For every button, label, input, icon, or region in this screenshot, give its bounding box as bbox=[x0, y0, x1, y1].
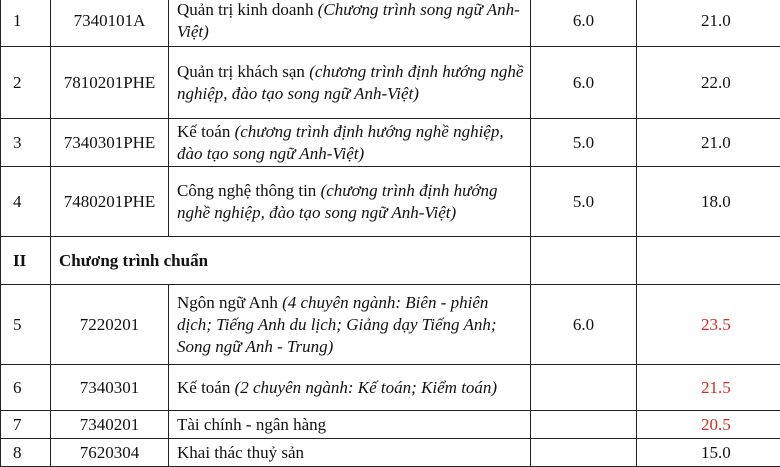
section-number: II bbox=[1, 237, 51, 285]
program-name-cell bbox=[169, 167, 531, 237]
table-row bbox=[1, 47, 780, 119]
row-number: 3 bbox=[1, 119, 51, 167]
table-row bbox=[1, 119, 780, 167]
row-number: 4 bbox=[1, 167, 51, 237]
program-name: Quản trị khách sạn bbox=[177, 62, 309, 81]
score-column-4: 6.0 bbox=[531, 0, 637, 47]
program-name-cell bbox=[169, 411, 531, 439]
table-row bbox=[1, 411, 780, 439]
table-row bbox=[1, 439, 780, 467]
benchmark-score: 20.5 bbox=[637, 411, 780, 439]
program-name: Ngôn ngữ Anh bbox=[177, 293, 282, 312]
row-number: 7 bbox=[1, 411, 51, 439]
program-code: 7340301PHE bbox=[51, 119, 169, 167]
score-column-4: 5.0 bbox=[531, 119, 637, 167]
program-name-cell bbox=[169, 0, 531, 47]
score-column-4: 6.0 bbox=[531, 285, 637, 365]
table-row bbox=[1, 0, 780, 47]
program-code: 7340101A bbox=[51, 0, 169, 47]
program-note: (chương trình định hướng nghề nghiệp, đào tạo song ngữ Anh-Việt) bbox=[177, 62, 523, 103]
program-code: 7810201PHE bbox=[51, 47, 169, 119]
section-row bbox=[1, 237, 780, 285]
program-code: 7340201 bbox=[51, 411, 169, 439]
table-body bbox=[1, 0, 780, 467]
row-number: 2 bbox=[1, 47, 51, 119]
program-code: 7480201PHE bbox=[51, 167, 169, 237]
table-row bbox=[1, 285, 780, 365]
program-name-cell bbox=[169, 439, 531, 467]
row-number: 5 bbox=[1, 285, 51, 365]
program-note: (chương trình định hướng nghề nghiệp, đào tạo song ngữ Anh-Việt) bbox=[177, 122, 504, 163]
program-name-cell bbox=[169, 365, 531, 411]
empty-cell bbox=[531, 237, 637, 285]
program-name: Công nghệ thông tin bbox=[177, 181, 321, 200]
program-name: Tài chính - ngân hàng bbox=[177, 415, 326, 434]
benchmark-score: 21.5 bbox=[637, 365, 780, 411]
program-note: (4 chuyên ngành: Biên - phiên dịch; Tiếng Anh du lịch; Giảng dạy Tiếng Anh; Song ngữ Anh - Trung) bbox=[177, 293, 497, 356]
benchmark-score: 21.0 bbox=[637, 0, 780, 47]
benchmark-score: 15.0 bbox=[637, 439, 780, 467]
empty-cell bbox=[637, 237, 780, 285]
score-column-4 bbox=[531, 365, 637, 411]
program-name: Khai thác thuỷ sản bbox=[177, 443, 304, 462]
benchmark-score: 21.0 bbox=[637, 119, 780, 167]
program-name-cell bbox=[169, 119, 531, 167]
score-column-4: 6.0 bbox=[531, 47, 637, 119]
score-column-4: 5.0 bbox=[531, 167, 637, 237]
program-note: (2 chuyên ngành: Kế toán; Kiểm toán) bbox=[235, 378, 498, 397]
program-code: 7620304 bbox=[51, 439, 169, 467]
program-name: Kế toán bbox=[177, 122, 235, 141]
benchmark-score: 18.0 bbox=[637, 167, 780, 237]
program-name-cell bbox=[169, 47, 531, 119]
program-note: (Chương trình song ngữ Anh-Việt) bbox=[177, 0, 520, 41]
row-number: 6 bbox=[1, 365, 51, 411]
program-name-cell bbox=[169, 285, 531, 365]
table-row bbox=[1, 167, 780, 237]
program-name: Kế toán bbox=[177, 378, 235, 397]
section-title: Chương trình chuẩn bbox=[51, 237, 531, 285]
row-number: 8 bbox=[1, 439, 51, 467]
row-number: 1 bbox=[1, 0, 51, 47]
benchmark-score: 22.0 bbox=[637, 47, 780, 119]
score-column-4 bbox=[531, 439, 637, 467]
program-name: Quản trị kinh doanh bbox=[177, 0, 318, 19]
table-row bbox=[1, 365, 780, 411]
benchmark-score: 23.5 bbox=[637, 285, 780, 365]
program-note: (chương trình định hướng nghề nghiệp, đào tạo song ngữ Anh-Việt) bbox=[177, 181, 498, 222]
score-column-4 bbox=[531, 411, 637, 439]
program-code: 7340301 bbox=[51, 365, 169, 411]
program-code: 7220201 bbox=[51, 285, 169, 365]
